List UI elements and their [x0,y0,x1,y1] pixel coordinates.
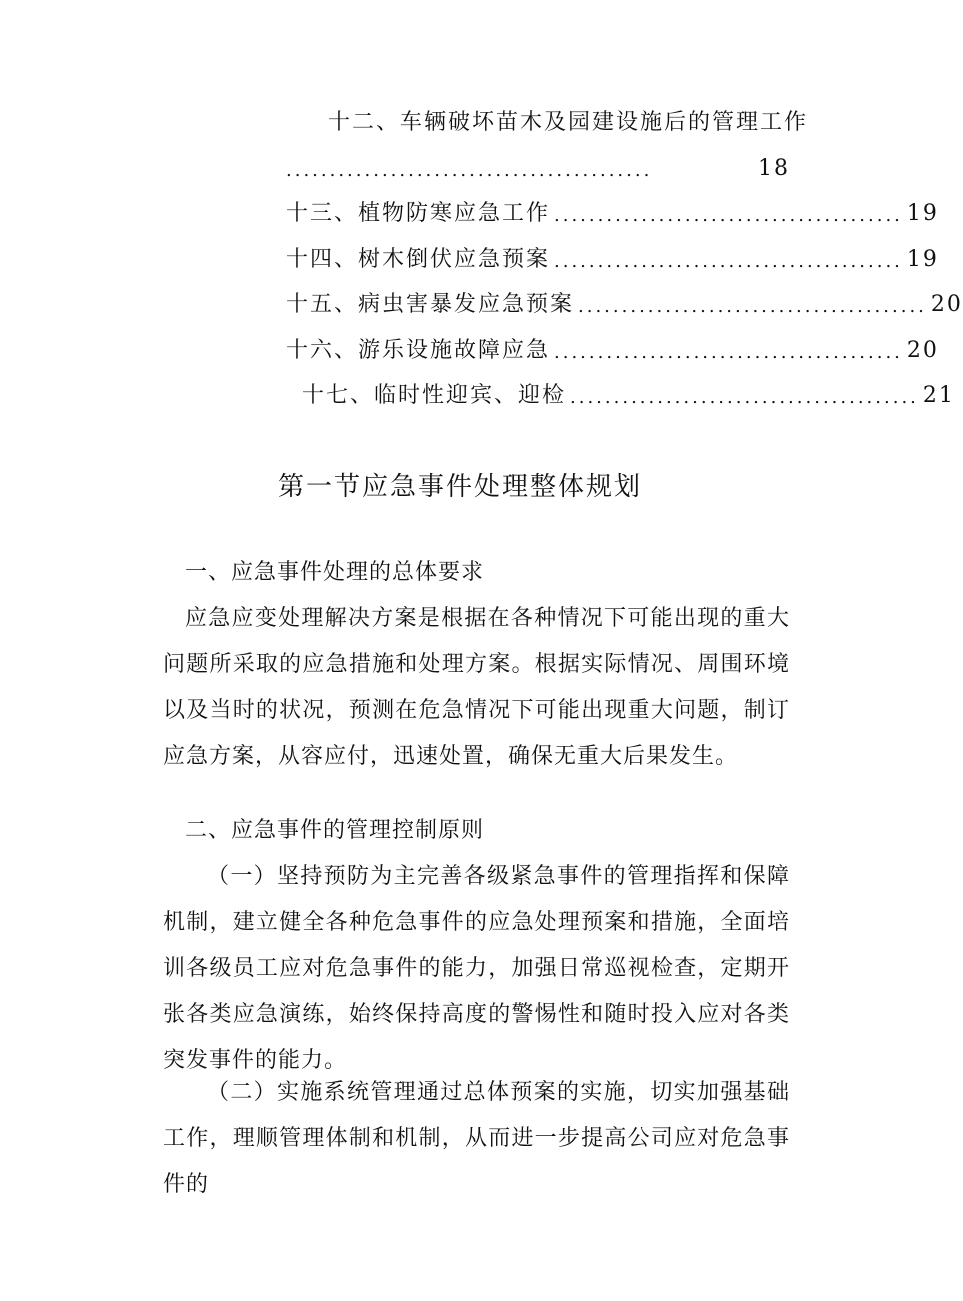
subsection-2-title: 二、应急事件的管理控制原则 [185,818,485,843]
toc-item-16[interactable] [286,336,939,370]
subsection-1-body: 应急应变处理解决方案是根据在各种情况下可能出现的重大问题所采取的应急措施和处理方案。根据实际情况、周围环境以及当时的状况，预测在危急情况下可能出现重大问题，制订应急方案，从容应付，迅速处置，确保无重大后果发生。 [163,606,790,769]
toc-item-13[interactable] [286,199,939,233]
section-title: 第一节应急事件处理整体规划 [277,472,642,502]
toc-item-title: 十六、游乐设施故障应急 [286,338,551,363]
subsection-2-paragraph-2: （二）实施系统管理通过总体预案的实施，切实加强基础工作，理顺管理体制和机制，从而进一步提高公司应对危急事件的 [163,1080,790,1197]
toc-item-title: 十七、临时性迎宾、迎检 [302,383,567,408]
toc-page-number: 20 [906,338,939,363]
toc-item-17[interactable] [302,381,955,415]
toc-page-number: 21 [922,383,955,408]
toc-item-title: 十五、病虫害暴发应急预案 [286,292,575,317]
toc-page-number: 20 [930,292,963,317]
toc-leader-dots: ........................................ [554,251,903,272]
subsection-2-paragraph-1: （一）坚持预防为主完善各级紧急事件的管理指挥和保障机制，建立健全各种危急事件的应急处理预案和措施，全面培训各级员工应对危急事件的能力，加强日常巡视检查，定期开张各类应急演练，始终保持高度的警惕性和随时投入应对各类突发事件的能力。 [163,864,790,1073]
toc-leader-dots: ........................................ [554,205,903,226]
toc-page-number: 18 [758,156,790,181]
toc-leader-dots: ........................................ [570,387,919,408]
toc-item-12-leader-line [286,154,790,188]
toc-leader-dots: ........................................ [554,342,903,363]
toc-item-14[interactable] [286,245,939,279]
toc-page-number: 19 [906,201,939,226]
subsection-1-title: 一、应急事件处理的总体要求 [185,560,485,585]
toc-item-title: 十三、植物防寒应急工作 [286,201,551,226]
toc-item-12-title[interactable] [328,108,808,138]
toc-item-title: 十四、树木倒伏应急预案 [286,247,551,272]
toc-item-15[interactable] [286,290,963,324]
toc-leader-dots: .......................................... [286,160,653,181]
toc-leader-dots: ........................................ [578,296,927,317]
toc-page-number: 19 [906,247,939,272]
toc-item-title: 十二、车辆破坏苗木及园建设施后的管理工作 [328,110,809,135]
